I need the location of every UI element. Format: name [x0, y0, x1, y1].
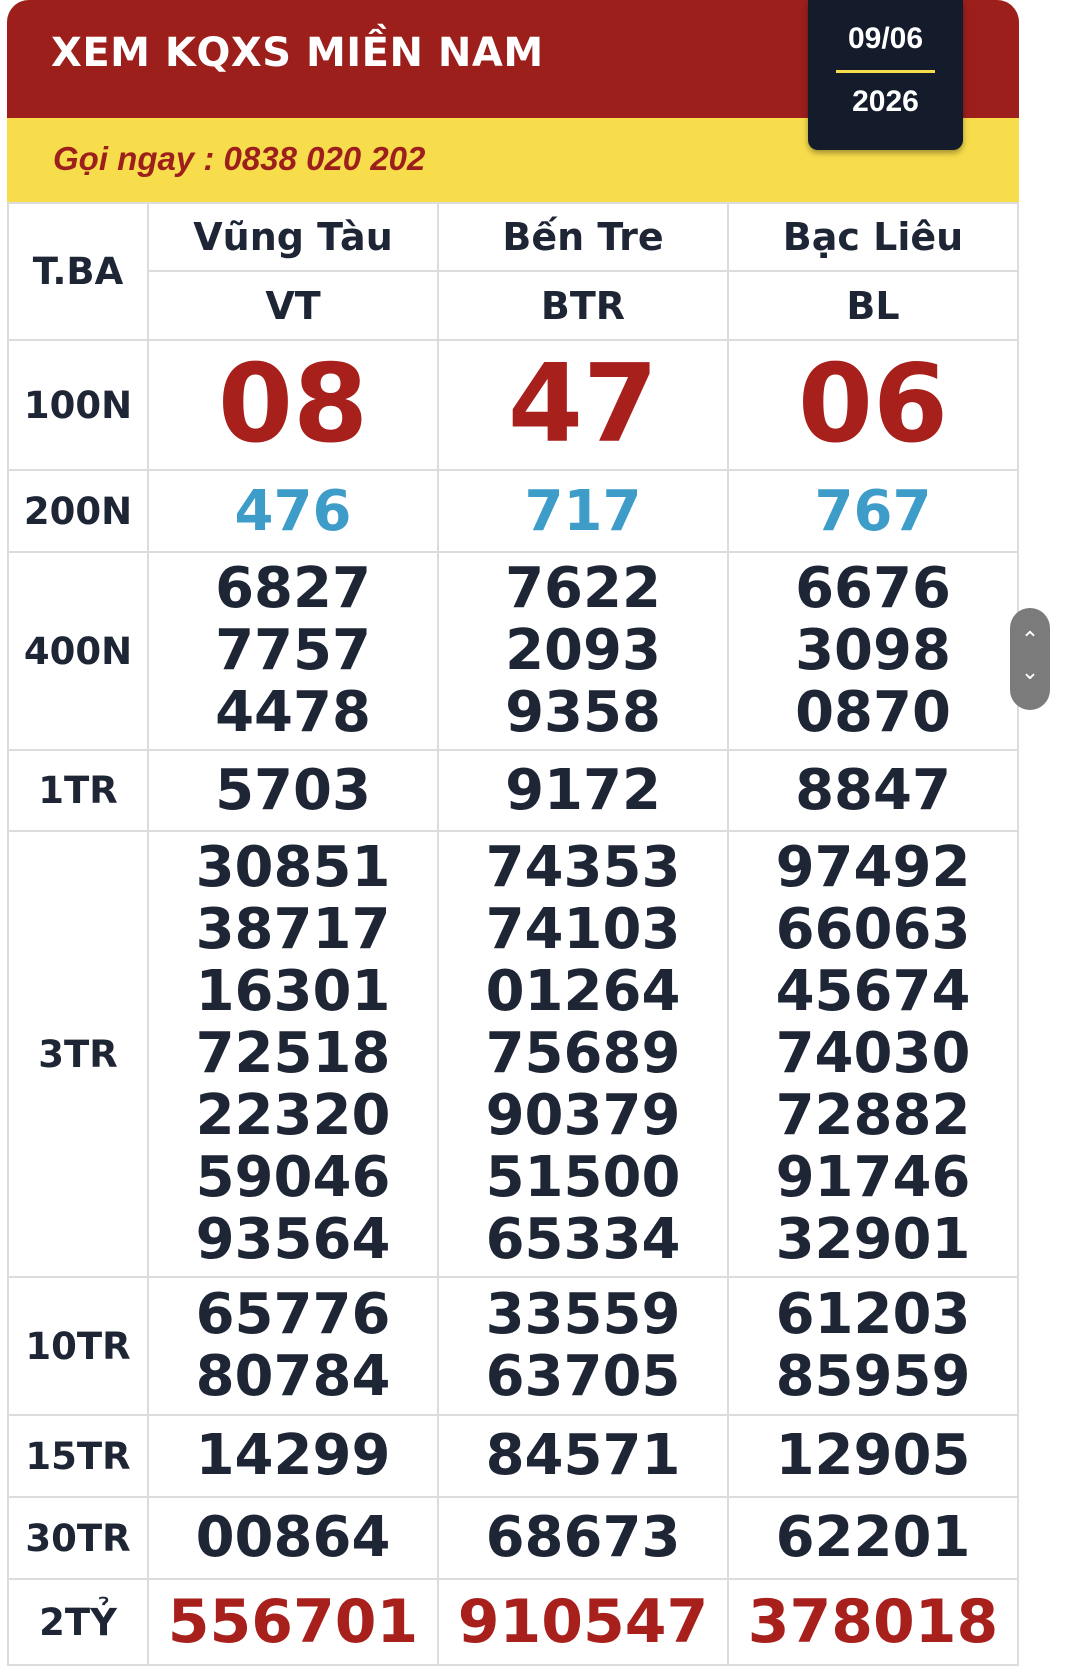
prize-number: 767: [814, 478, 932, 544]
prize-cell: [438, 470, 728, 552]
prize-number: 74103: [485, 897, 681, 962]
prize-number: 7757: [215, 618, 371, 683]
prize-number: 90379: [485, 1083, 681, 1148]
prize-cell: [728, 470, 1018, 552]
prize-cell: [438, 1579, 728, 1665]
prize-row-200n: [8, 470, 1018, 552]
prize-cell: [148, 1277, 438, 1415]
special-prize-number: 556701: [167, 1587, 419, 1657]
prize-number: 16301: [195, 959, 391, 1024]
hotline-link[interactable]: Gọi ngay : 0838 020 202: [53, 140, 426, 177]
prize-number: 6827: [215, 556, 371, 621]
prize-cell: [728, 750, 1018, 831]
prize-number: 08: [217, 342, 369, 467]
prize-number: 65334: [485, 1207, 681, 1272]
prize-number: 45674: [775, 959, 971, 1024]
prize-number: 62201: [775, 1505, 971, 1570]
prize-cell: [728, 1277, 1018, 1415]
prize-number: 74030: [775, 1021, 971, 1086]
prize-number: 80784: [195, 1344, 391, 1409]
prize-row-30tr: [8, 1497, 1018, 1579]
prize-number: 3098: [795, 618, 951, 683]
prize-cell: [438, 1277, 728, 1415]
prize-cell: [148, 750, 438, 831]
prize-number: 22320: [195, 1083, 391, 1148]
prize-label: 100N: [8, 340, 148, 470]
prize-row-special: [8, 1579, 1018, 1665]
prize-cell: [438, 552, 728, 750]
prize-cell: [438, 1415, 728, 1497]
prize-number: 75689: [485, 1021, 681, 1086]
prize-cell: [438, 340, 728, 470]
prize-number: 2093: [505, 618, 661, 683]
prize-number: 06: [797, 342, 949, 467]
prize-number: 32901: [775, 1207, 971, 1272]
prize-number: 59046: [195, 1145, 391, 1210]
prize-label: 30TR: [8, 1497, 148, 1579]
results-table: [7, 202, 1019, 1666]
prize-label: 2TỶ: [8, 1579, 148, 1665]
prize-number: 65776: [195, 1282, 391, 1347]
prize-number: 85959: [775, 1344, 971, 1409]
date-day: 09/06: [847, 22, 924, 55]
prize-label: 400N: [8, 552, 148, 750]
prize-cell: [728, 1579, 1018, 1665]
special-prize-number: 378018: [747, 1587, 999, 1657]
prize-cell: [148, 552, 438, 750]
prize-row-15tr: [8, 1415, 1018, 1497]
prize-cell: [148, 1415, 438, 1497]
prize-label: 3TR: [8, 831, 148, 1277]
prize-number: 0870: [795, 680, 951, 745]
prize-number: 68673: [485, 1505, 681, 1570]
prize-number: 8847: [795, 757, 951, 823]
page-title: XEM KQXS MIỀN NAM: [51, 30, 544, 76]
prize-cell: [728, 1415, 1018, 1497]
date-badge: [808, 0, 963, 150]
prize-label: 15TR: [8, 1415, 148, 1497]
prize-number: 00864: [195, 1505, 391, 1570]
prize-number: 74353: [485, 835, 681, 900]
prize-cell: [148, 831, 438, 1277]
prize-cell: [728, 1497, 1018, 1579]
prize-number: 97492: [775, 835, 971, 900]
prize-cell: [148, 1497, 438, 1579]
special-prize-number: 910547: [457, 1587, 709, 1657]
prize-number: 72882: [775, 1083, 971, 1148]
chevron-down-icon[interactable]: ⌄: [1020, 660, 1040, 685]
prize-cell: [148, 340, 438, 470]
prize-number: 5703: [215, 757, 371, 823]
prize-number: 14299: [195, 1423, 391, 1488]
province-code: BL: [728, 271, 1018, 340]
province-code: BTR: [438, 271, 728, 340]
prize-cell: [728, 831, 1018, 1277]
prize-row-400n: [8, 552, 1018, 750]
date-year: 2026: [852, 85, 919, 118]
prize-number: 4478: [215, 680, 371, 745]
prize-number: 33559: [485, 1282, 681, 1347]
prize-number: 30851: [195, 835, 391, 900]
prize-row-3tr: [8, 831, 1018, 1277]
prize-number: 61203: [775, 1282, 971, 1347]
province-code: VT: [148, 271, 438, 340]
prize-number: 93564: [195, 1207, 391, 1272]
prize-number: 9358: [505, 680, 661, 745]
prize-number: 63705: [485, 1344, 681, 1409]
prize-number: 6676: [795, 556, 951, 621]
province-name[interactable]: Bến Tre: [438, 203, 728, 271]
prize-cell: [728, 340, 1018, 470]
prize-number: 51500: [485, 1145, 681, 1210]
prize-cell: [438, 1497, 728, 1579]
prize-number: 7622: [505, 556, 661, 621]
date-divider: [836, 70, 935, 73]
prize-number: 717: [524, 478, 642, 544]
scroll-control[interactable]: [1010, 608, 1050, 710]
prize-cell: [148, 470, 438, 552]
prize-row-100n: [8, 340, 1018, 470]
prize-number: 66063: [775, 897, 971, 962]
prize-label: 1TR: [8, 750, 148, 831]
province-name[interactable]: Vũng Tàu: [148, 203, 438, 271]
prize-row-1tr: [8, 750, 1018, 831]
prize-label: 200N: [8, 470, 148, 552]
prize-number: 9172: [505, 757, 661, 823]
prize-cell: [728, 552, 1018, 750]
weekday-label: T.BA: [8, 203, 148, 340]
prize-number: 91746: [775, 1145, 971, 1210]
prize-number: 84571: [485, 1423, 681, 1488]
province-name[interactable]: Bạc Liêu: [728, 203, 1018, 271]
chevron-up-icon[interactable]: ⌃: [1020, 628, 1040, 653]
prize-number: 12905: [775, 1423, 971, 1488]
prize-cell: [438, 831, 728, 1277]
prize-cell: [148, 1579, 438, 1665]
prize-number: 72518: [195, 1021, 391, 1086]
prize-number: 476: [234, 478, 352, 544]
prize-number: 01264: [485, 959, 681, 1024]
prize-cell: [438, 750, 728, 831]
prize-number: 47: [507, 342, 659, 467]
prize-number: 38717: [195, 897, 391, 962]
prize-row-10tr: [8, 1277, 1018, 1415]
prize-label: 10TR: [8, 1277, 148, 1415]
results-card: [7, 0, 1019, 1670]
